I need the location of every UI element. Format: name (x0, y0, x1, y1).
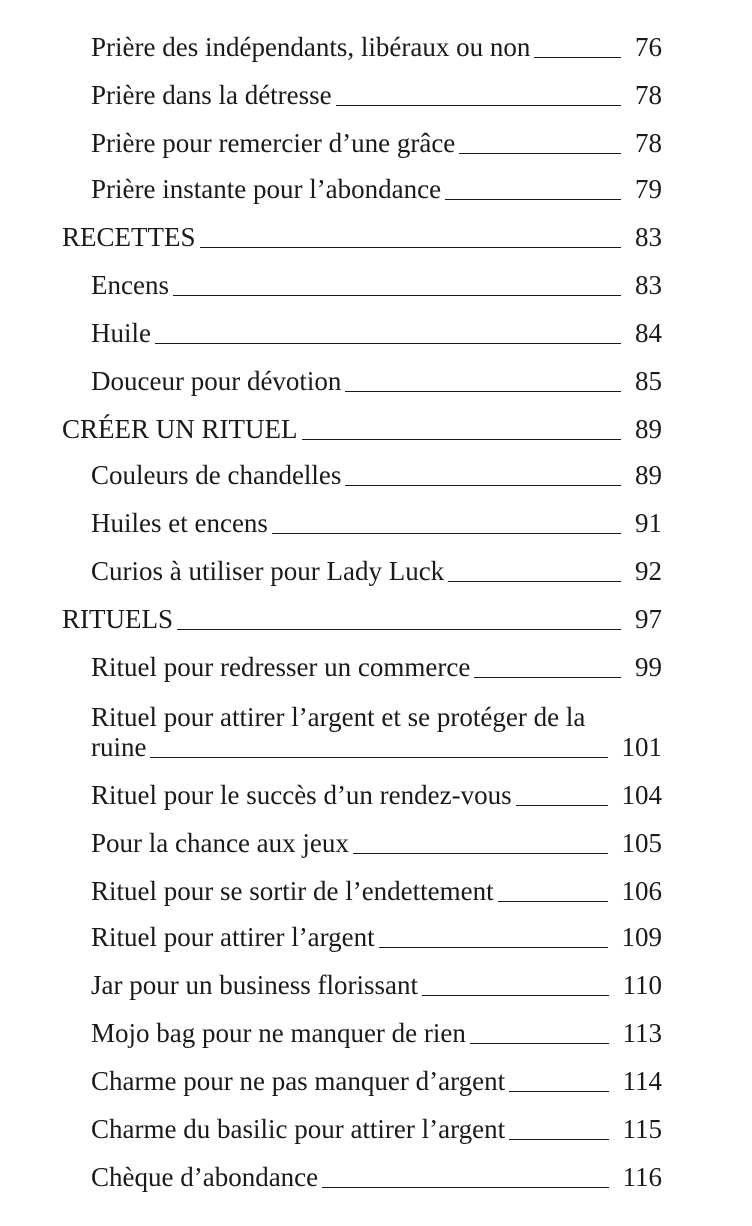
toc-entry-page-number: 85 (635, 366, 662, 396)
toc-entry (91, 780, 662, 810)
toc-entry-title: Huiles et encens (91, 508, 268, 538)
toc-section-entry (62, 604, 662, 634)
toc-entry (91, 460, 662, 490)
toc-leader-line (509, 1091, 608, 1092)
toc-leader-line (155, 343, 621, 344)
toc-leader-line (272, 533, 621, 534)
toc-entry-page-number: 113 (622, 1018, 662, 1048)
toc-entry (91, 174, 662, 204)
toc-entry (91, 318, 662, 348)
toc-entry (91, 828, 662, 858)
toc-leader-line (445, 199, 621, 200)
toc-entry-title: Couleurs de chandelles (91, 460, 342, 490)
toc-entry-page-number: 104 (621, 780, 662, 810)
toc-leader-line (459, 153, 621, 154)
toc-leader-line (150, 757, 607, 758)
toc-entry-title: Rituel pour le succès d’un rendez-vous (91, 780, 512, 810)
toc-entry-page-number: 79 (635, 174, 662, 204)
toc-entry-page-number: 92 (635, 556, 662, 586)
toc-entry-title: Charme pour ne pas manquer d’argent (91, 1066, 506, 1096)
toc-entry (91, 366, 662, 396)
toc-entry-page-number: 76 (635, 32, 662, 62)
toc-leader-line (322, 1187, 608, 1188)
toc-entry-title: Rituel pour attirer l’argent (91, 922, 375, 952)
toc-entry-title: Rituel pour attirer l’argent et se protéger de la (91, 702, 586, 732)
toc-entry-page-number: 97 (635, 604, 662, 634)
toc-entry (91, 876, 662, 906)
toc-entry-title: Mojo bag pour ne manquer de rien (91, 1018, 466, 1048)
toc-leader-line (474, 677, 621, 678)
toc-entry-page-number: 109 (621, 922, 662, 952)
toc-entry (91, 508, 662, 538)
toc-entry-page-number: 105 (621, 828, 662, 858)
toc-entry-title: Huile (91, 318, 151, 348)
toc-entry-title: Prière dans la détresse (91, 80, 332, 110)
toc-entry-title: Rituel pour redresser un commerce (91, 652, 471, 682)
toc-entry (91, 970, 662, 1000)
toc-entry-page-number: 99 (635, 652, 662, 682)
toc-leader-line (345, 485, 621, 486)
toc-leader-line (516, 805, 608, 806)
toc-leader-line (345, 391, 621, 392)
toc-section-entry (62, 414, 662, 444)
toc-entry-title: Charme du basilic pour attirer l’argent (91, 1114, 506, 1144)
toc-leader-line (173, 295, 621, 296)
toc-leader-line (379, 947, 608, 948)
toc-entry-title: Prière pour remercier d’une grâce (91, 128, 456, 158)
toc-entry-title: RITUELS (62, 604, 173, 634)
toc-entry (91, 270, 662, 300)
toc-entry-title: RECETTES (62, 222, 196, 252)
toc-entry (91, 32, 662, 62)
toc-entry (91, 1066, 662, 1096)
toc-entry (91, 556, 662, 586)
toc-entry-title-continued: ruine (91, 732, 147, 762)
toc-entry (91, 80, 662, 110)
toc-entry-page-number: 91 (635, 508, 662, 538)
toc-entry-page-number: 106 (621, 876, 662, 906)
toc-entry-page-number: 78 (635, 128, 662, 158)
toc-entry-page-number: 83 (635, 270, 662, 300)
toc-entry-page-number: 78 (635, 80, 662, 110)
toc-entry (91, 128, 662, 158)
toc-section-entry (62, 222, 662, 252)
toc-leader-line (336, 105, 621, 106)
toc-leader-line (353, 853, 608, 854)
toc-entry-title: Prière instante pour l’abondance (91, 174, 442, 204)
toc-leader-line (498, 901, 608, 902)
toc-entry-title: Chèque d’abondance (91, 1162, 319, 1192)
toc-entry-title: Encens (91, 270, 169, 300)
toc-entry-title: Jar pour un business florissant (91, 970, 418, 1000)
toc-leader-line (534, 57, 621, 58)
toc-entry-page-number: 101 (621, 732, 662, 762)
toc-entry-page-number: 89 (635, 414, 662, 444)
toc-entry (91, 702, 662, 762)
toc-entry-page-number: 89 (635, 460, 662, 490)
toc-leader-line (200, 247, 622, 248)
toc-entry-title: CRÉER UN RITUEL (62, 414, 298, 444)
toc-entry-title: Rituel pour se sortir de l’endettement (91, 876, 494, 906)
toc-entry-title: Curios à utiliser pour Lady Luck (91, 556, 445, 586)
toc-entry-title: Douceur pour dévotion (91, 366, 342, 396)
toc-entry (91, 922, 662, 952)
toc-entry-page-number: 83 (635, 222, 662, 252)
toc-entry-page-number: 116 (622, 1162, 662, 1192)
toc-entry (91, 1018, 662, 1048)
toc-entry-page-number: 84 (635, 318, 662, 348)
toc-leader-line (422, 995, 609, 996)
toc-entry-page-number: 115 (622, 1114, 662, 1144)
toc-entry-title: Prière des indépendants, libéraux ou non (91, 32, 531, 62)
toc-leader-line (470, 1043, 609, 1044)
toc-leader-line (509, 1139, 608, 1140)
toc-leader-line (302, 439, 622, 440)
toc-entry-title: Pour la chance aux jeux (91, 828, 349, 858)
toc-leader-line (177, 629, 621, 630)
toc-entry (91, 1162, 662, 1192)
toc-entry-page-number: 110 (622, 970, 662, 1000)
toc-entry (91, 652, 662, 682)
toc-entry-page-number: 114 (622, 1066, 662, 1096)
toc-leader-line (448, 581, 621, 582)
toc-entry (91, 1114, 662, 1144)
